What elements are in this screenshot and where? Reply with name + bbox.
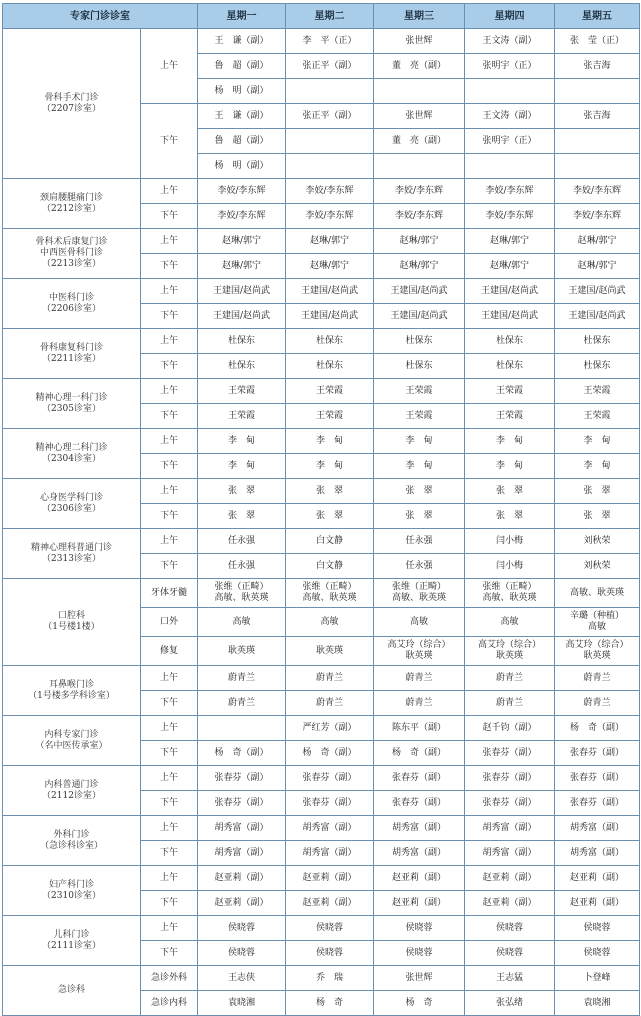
period-cell: 下午 (141, 554, 198, 579)
doctor-cell (555, 154, 640, 179)
doctor-cell: 鲁 超（副） (198, 54, 286, 79)
doctor-cell: 杜保东 (286, 354, 374, 379)
doctor-cell: 张明宇（正） (465, 129, 555, 154)
doctor-cell (465, 154, 555, 179)
doctor-cell: 卜登峰 (555, 966, 640, 991)
schedule-row (3, 429, 640, 454)
doctor-cell (286, 154, 374, 179)
doctor-cell: 高敏 (374, 608, 465, 637)
doctor-cell: 张 翠 (286, 479, 374, 504)
schedule-row (3, 379, 640, 404)
doctor-cell: 王文涛（副） (465, 104, 555, 129)
doctor-cell: 高敏 (286, 608, 374, 637)
doctor-cell: 赵亚莉（副） (198, 866, 286, 891)
doctor-cell: 张 翠 (198, 504, 286, 529)
doctor-cell: 侯晓蓉 (198, 941, 286, 966)
doctor-cell: 刘秋荣 (555, 554, 640, 579)
department-cell: 妇产科门诊 （2310诊室） (3, 866, 141, 916)
doctor-cell: 胡秀富（副） (286, 816, 374, 841)
doctor-cell: 张春芬（副） (555, 791, 640, 816)
doctor-cell (198, 716, 286, 741)
doctor-cell: 胡秀富（副） (198, 841, 286, 866)
doctor-cell (555, 129, 640, 154)
period-cell: 上午 (141, 329, 198, 354)
department-cell: 骨科手术门诊 （2207诊室） (3, 29, 141, 179)
doctor-cell: 王建国/赵尚武 (374, 304, 465, 329)
doctor-cell: 王建国/赵尚武 (198, 304, 286, 329)
doctor-cell: 张维（正畸） 高敏、耿英瑛 (198, 579, 286, 608)
doctor-cell: 王荣霞 (286, 404, 374, 429)
department-cell: 精神心理科普通门诊 （2313诊室） (3, 529, 141, 579)
doctor-cell: 侯晓蓉 (465, 941, 555, 966)
doctor-cell: 王建国/赵尚武 (465, 304, 555, 329)
doctor-cell: 李 甸 (465, 429, 555, 454)
doctor-cell: 李姣/李东辉 (374, 179, 465, 204)
doctor-cell: 张吉海 (555, 104, 640, 129)
doctor-cell: 袁晓湘 (198, 991, 286, 1016)
doctor-cell: 高艾玲（综合） 耿英瑛 (465, 637, 555, 666)
department-cell: 内科普通门诊 （2112诊室） (3, 766, 141, 816)
doctor-cell: 董 亮（副） (374, 129, 465, 154)
schedule-row (3, 579, 640, 608)
doctor-cell: 杨 奇（副） (286, 741, 374, 766)
department-cell: 骨科术后康复门诊 中西医骨科门诊 （2213诊室） (3, 229, 141, 279)
period-cell: 上午 (141, 279, 198, 304)
doctor-cell: 张正平（副） (286, 104, 374, 129)
period-cell: 下午 (141, 791, 198, 816)
doctor-cell: 赵琳/郭宁 (465, 254, 555, 279)
clinic-schedule-table (2, 3, 640, 1016)
period-cell: 上午 (141, 229, 198, 254)
doctor-cell: 杨 明（副） (198, 79, 286, 104)
doctor-cell: 李姣/李东辉 (286, 179, 374, 204)
schedule-row (3, 916, 640, 941)
doctor-cell: 赵琳/郭宁 (198, 229, 286, 254)
doctor-cell: 张 翠 (465, 479, 555, 504)
period-cell: 上午 (141, 916, 198, 941)
department-cell: 骨科康复科门诊 （2211诊室） (3, 329, 141, 379)
doctor-cell: 赵亚莉（副） (555, 891, 640, 916)
period-cell: 下午 (141, 891, 198, 916)
doctor-cell: 张 翠 (374, 504, 465, 529)
doctor-cell: 陈东平（副） (374, 716, 465, 741)
period-cell: 上午 (141, 716, 198, 741)
doctor-cell: 侯晓蓉 (198, 916, 286, 941)
doctor-cell: 张世辉 (374, 29, 465, 54)
doctor-cell: 杜保东 (374, 329, 465, 354)
period-cell: 上午 (141, 529, 198, 554)
doctor-cell: 蔚青兰 (286, 691, 374, 716)
doctor-cell: 赵琳/郭宁 (555, 229, 640, 254)
period-cell: 下午 (141, 304, 198, 329)
doctor-cell: 张 翠 (374, 479, 465, 504)
doctor-cell: 王建国/赵尚武 (555, 279, 640, 304)
doctor-cell: 胡秀富（副） (286, 841, 374, 866)
doctor-cell: 张 翠 (465, 504, 555, 529)
period-cell: 下午 (141, 691, 198, 716)
doctor-cell: 王建国/赵尚武 (465, 279, 555, 304)
doctor-cell: 张春芬（副） (374, 791, 465, 816)
doctor-cell: 任永强 (374, 529, 465, 554)
doctor-cell: 耿英瑛 (198, 637, 286, 666)
doctor-cell (286, 79, 374, 104)
period-cell: 下午 (141, 454, 198, 479)
doctor-cell: 蔚青兰 (555, 691, 640, 716)
doctor-cell: 王荣霞 (374, 379, 465, 404)
schedule-row (3, 716, 640, 741)
doctor-cell: 胡秀富（副） (465, 816, 555, 841)
schedule-row (3, 866, 640, 891)
doctor-cell: 杨 奇 (286, 991, 374, 1016)
doctor-cell: 赵琳/郭宁 (286, 229, 374, 254)
period-cell: 上午 (141, 429, 198, 454)
doctor-cell: 杜保东 (198, 329, 286, 354)
doctor-cell: 杜保东 (555, 329, 640, 354)
doctor-cell (465, 79, 555, 104)
doctor-cell: 张春芬（副） (198, 766, 286, 791)
doctor-cell: 赵亚莉（副） (374, 866, 465, 891)
doctor-cell: 高敏 (465, 608, 555, 637)
period-cell: 上午 (141, 479, 198, 504)
schedule-row (3, 329, 640, 354)
period-cell: 牙体牙髓 (141, 579, 198, 608)
doctor-cell: 张春芬（副） (198, 791, 286, 816)
doctor-cell: 侯晓蓉 (555, 916, 640, 941)
doctor-cell: 刘秋荣 (555, 529, 640, 554)
doctor-cell: 赵亚莉（副） (465, 866, 555, 891)
period-cell: 口外 (141, 608, 198, 637)
department-cell: 颈肩腰腿痛门诊 （2212诊室） (3, 179, 141, 229)
period-cell: 下午 (141, 504, 198, 529)
department-cell: 耳鼻喉门诊 （1号楼多学科诊室） (3, 666, 141, 716)
period-cell: 下午 (141, 841, 198, 866)
doctor-cell: 赵琳/郭宁 (286, 254, 374, 279)
doctor-cell: 侯晓蓉 (286, 916, 374, 941)
doctor-cell: 李 甸 (198, 454, 286, 479)
doctor-cell: 赵琳/郭宁 (555, 254, 640, 279)
schedule-row (3, 229, 640, 254)
doctor-cell: 王荣霞 (555, 379, 640, 404)
doctor-cell: 蔚青兰 (286, 666, 374, 691)
header-wednesday: 星期三 (374, 4, 465, 29)
doctor-cell: 李姣/李东辉 (555, 204, 640, 229)
doctor-cell: 赵琳/郭宁 (198, 254, 286, 279)
period-cell: 上午 (141, 29, 198, 104)
department-cell: 口腔科 （1号楼1楼） (3, 579, 141, 666)
doctor-cell: 胡秀富（副） (555, 841, 640, 866)
schedule-row (3, 666, 640, 691)
schedule-row (3, 29, 640, 54)
doctor-cell: 李姣/李东辉 (465, 179, 555, 204)
doctor-cell: 杜保东 (465, 354, 555, 379)
doctor-cell: 闫小梅 (465, 529, 555, 554)
schedule-body (3, 29, 640, 1016)
doctor-cell: 蔚青兰 (198, 666, 286, 691)
doctor-cell: 张春芬（副） (286, 791, 374, 816)
doctor-cell: 赵亚莉（副） (286, 866, 374, 891)
doctor-cell: 蔚青兰 (465, 666, 555, 691)
doctor-cell: 赵亚莉（副） (465, 891, 555, 916)
department-cell: 儿科门诊 （2111诊室） (3, 916, 141, 966)
doctor-cell: 杜保东 (198, 354, 286, 379)
doctor-cell: 高敏、耿英瑛 (555, 579, 640, 608)
doctor-cell: 王荣霞 (198, 404, 286, 429)
doctor-cell: 胡秀富（副） (374, 841, 465, 866)
doctor-cell: 王荣霞 (286, 379, 374, 404)
department-cell: 精神心理二科门诊 （2304诊室） (3, 429, 141, 479)
doctor-cell: 赵琳/郭宁 (374, 229, 465, 254)
schedule-row (3, 529, 640, 554)
header-row (3, 4, 640, 29)
doctor-cell: 高艾玲（综合） 耿英瑛 (555, 637, 640, 666)
doctor-cell: 杜保东 (465, 329, 555, 354)
doctor-cell: 张春芬（副） (465, 741, 555, 766)
doctor-cell: 杜保东 (555, 354, 640, 379)
department-cell: 外科门诊 （急诊科诊室） (3, 816, 141, 866)
doctor-cell: 蔚青兰 (465, 691, 555, 716)
doctor-cell: 赵琳/郭宁 (374, 254, 465, 279)
doctor-cell: 白文静 (286, 529, 374, 554)
doctor-cell: 董 亮（副） (374, 54, 465, 79)
doctor-cell: 张吉海 (555, 54, 640, 79)
doctor-cell: 赵亚莉（副） (286, 891, 374, 916)
doctor-cell: 王建国/赵尚武 (555, 304, 640, 329)
doctor-cell: 任永强 (198, 554, 286, 579)
doctor-cell: 王荣霞 (374, 404, 465, 429)
doctor-cell: 张世辉 (374, 966, 465, 991)
doctor-cell: 杨 奇（副） (555, 716, 640, 741)
doctor-cell: 杨 明（副） (198, 154, 286, 179)
header-friday: 星期五 (555, 4, 640, 29)
doctor-cell: 李姣/李东辉 (286, 204, 374, 229)
doctor-cell: 赵亚莉（副） (555, 866, 640, 891)
doctor-cell: 王建国/赵尚武 (286, 304, 374, 329)
schedule-row (3, 279, 640, 304)
header-monday: 星期一 (198, 4, 286, 29)
doctor-cell: 张 翠 (198, 479, 286, 504)
header-thursday: 星期四 (465, 4, 555, 29)
doctor-cell: 张春芬（副） (555, 766, 640, 791)
doctor-cell: 李姣/李东辉 (465, 204, 555, 229)
doctor-cell: 张维（正畸） 高敏、耿英瑛 (465, 579, 555, 608)
period-cell: 修复 (141, 637, 198, 666)
schedule-row (3, 479, 640, 504)
doctor-cell: 王 谦（副） (198, 29, 286, 54)
doctor-cell: 李 甸 (555, 454, 640, 479)
doctor-cell: 严红芳（副） (286, 716, 374, 741)
doctor-cell: 王荣霞 (555, 404, 640, 429)
doctor-cell: 李 甸 (286, 454, 374, 479)
schedule-row (3, 766, 640, 791)
doctor-cell: 耿英瑛 (286, 637, 374, 666)
doctor-cell: 李姣/李东辉 (555, 179, 640, 204)
doctor-cell: 任永强 (374, 554, 465, 579)
doctor-cell: 侯晓蓉 (555, 941, 640, 966)
doctor-cell: 张春芬（副） (465, 791, 555, 816)
period-cell: 上午 (141, 666, 198, 691)
doctor-cell: 任永强 (198, 529, 286, 554)
doctor-cell: 张正平（副） (286, 54, 374, 79)
period-cell: 下午 (141, 941, 198, 966)
doctor-cell: 张维（正畸） 高敏、耿英瑛 (286, 579, 374, 608)
period-cell: 急诊外科 (141, 966, 198, 991)
doctor-cell: 李 甸 (374, 454, 465, 479)
doctor-cell: 赵千钧（副） (465, 716, 555, 741)
doctor-cell: 王荣霞 (465, 404, 555, 429)
doctor-cell: 侯晓蓉 (374, 941, 465, 966)
doctor-cell: 杨 奇（副） (374, 741, 465, 766)
doctor-cell: 李 甸 (465, 454, 555, 479)
period-cell: 下午 (141, 354, 198, 379)
doctor-cell: 蔚青兰 (555, 666, 640, 691)
period-cell: 下午 (141, 741, 198, 766)
doctor-cell: 胡秀富（副） (465, 841, 555, 866)
doctor-cell: 高艾玲（综合） 耿英瑛 (374, 637, 465, 666)
doctor-cell: 王 谦（副） (198, 104, 286, 129)
period-cell: 下午 (141, 404, 198, 429)
doctor-cell: 赵琳/郭宁 (465, 229, 555, 254)
doctor-cell: 张 翠 (555, 479, 640, 504)
doctor-cell: 杜保东 (286, 329, 374, 354)
doctor-cell (286, 129, 374, 154)
period-cell: 上午 (141, 866, 198, 891)
schedule-row (3, 179, 640, 204)
doctor-cell: 李 甸 (286, 429, 374, 454)
header-dept: 专家门诊诊室 (3, 4, 198, 29)
department-cell: 精神心理一科门诊 （2305诊室） (3, 379, 141, 429)
doctor-cell: 张 莹（正） (555, 29, 640, 54)
doctor-cell: 李姣/李东辉 (198, 179, 286, 204)
doctor-cell: 王文涛（副） (465, 29, 555, 54)
doctor-cell: 张 翠 (555, 504, 640, 529)
doctor-cell: 张 翠 (286, 504, 374, 529)
department-cell: 急诊科 (3, 966, 141, 1016)
doctor-cell: 李 甸 (555, 429, 640, 454)
department-cell: 中医科门诊 （2206诊室） (3, 279, 141, 329)
doctor-cell: 张春芬（副） (555, 741, 640, 766)
department-cell: 内科专家门诊 （名中医传承室） (3, 716, 141, 766)
doctor-cell (374, 79, 465, 104)
doctor-cell: 张弘绪 (465, 991, 555, 1016)
doctor-cell: 赵亚莉（副） (374, 891, 465, 916)
doctor-cell: 高敏 (198, 608, 286, 637)
doctor-cell: 蔚青兰 (374, 666, 465, 691)
doctor-cell: 鲁 超（副） (198, 129, 286, 154)
doctor-cell: 王志侠 (198, 966, 286, 991)
doctor-cell: 胡秀富（副） (374, 816, 465, 841)
doctor-cell: 王荣霞 (465, 379, 555, 404)
doctor-cell (555, 79, 640, 104)
doctor-cell: 王建国/赵尚武 (374, 279, 465, 304)
doctor-cell: 张世辉 (374, 104, 465, 129)
doctor-cell: 杨 奇（副） (198, 741, 286, 766)
doctor-cell: 王荣霞 (198, 379, 286, 404)
period-cell: 上午 (141, 816, 198, 841)
doctor-cell: 侯晓蓉 (465, 916, 555, 941)
doctor-cell: 袁晓湘 (555, 991, 640, 1016)
doctor-cell: 王建国/赵尚武 (286, 279, 374, 304)
schedule-row (3, 816, 640, 841)
period-cell: 下午 (141, 204, 198, 229)
period-cell: 下午 (141, 104, 198, 179)
doctor-cell: 蔚青兰 (374, 691, 465, 716)
doctor-cell: 李 甸 (198, 429, 286, 454)
schedule-row (3, 966, 640, 991)
doctor-cell: 杨 奇 (374, 991, 465, 1016)
doctor-cell (374, 154, 465, 179)
doctor-cell: 李 平（正） (286, 29, 374, 54)
doctor-cell: 赵亚莉（副） (198, 891, 286, 916)
period-cell: 下午 (141, 254, 198, 279)
doctor-cell: 张明宇（正） (465, 54, 555, 79)
period-cell: 上午 (141, 766, 198, 791)
doctor-cell: 王建国/赵尚武 (198, 279, 286, 304)
header-tuesday: 星期二 (286, 4, 374, 29)
doctor-cell: 侯晓蓉 (286, 941, 374, 966)
department-cell: 心身医学科门诊 （2306诊室） (3, 479, 141, 529)
period-cell: 上午 (141, 179, 198, 204)
doctor-cell: 乔 瑞 (286, 966, 374, 991)
doctor-cell: 白文静 (286, 554, 374, 579)
doctor-cell: 李 甸 (374, 429, 465, 454)
period-cell: 急诊内科 (141, 991, 198, 1016)
doctor-cell: 李姣/李东辉 (374, 204, 465, 229)
period-cell: 上午 (141, 379, 198, 404)
doctor-cell: 蔚青兰 (198, 691, 286, 716)
doctor-cell: 辛璐（种植） 高敏 (555, 608, 640, 637)
doctor-cell: 王志猛 (465, 966, 555, 991)
doctor-cell: 闫小梅 (465, 554, 555, 579)
doctor-cell: 胡秀富（副） (555, 816, 640, 841)
doctor-cell: 张春芬（副） (374, 766, 465, 791)
doctor-cell: 侯晓蓉 (374, 916, 465, 941)
doctor-cell: 张维（正畸） 高敏、耿英瑛 (374, 579, 465, 608)
doctor-cell: 胡秀富（副） (198, 816, 286, 841)
doctor-cell: 李姣/李东辉 (198, 204, 286, 229)
doctor-cell: 杜保东 (374, 354, 465, 379)
doctor-cell: 张春芬（副） (465, 766, 555, 791)
doctor-cell: 张春芬（副） (286, 766, 374, 791)
